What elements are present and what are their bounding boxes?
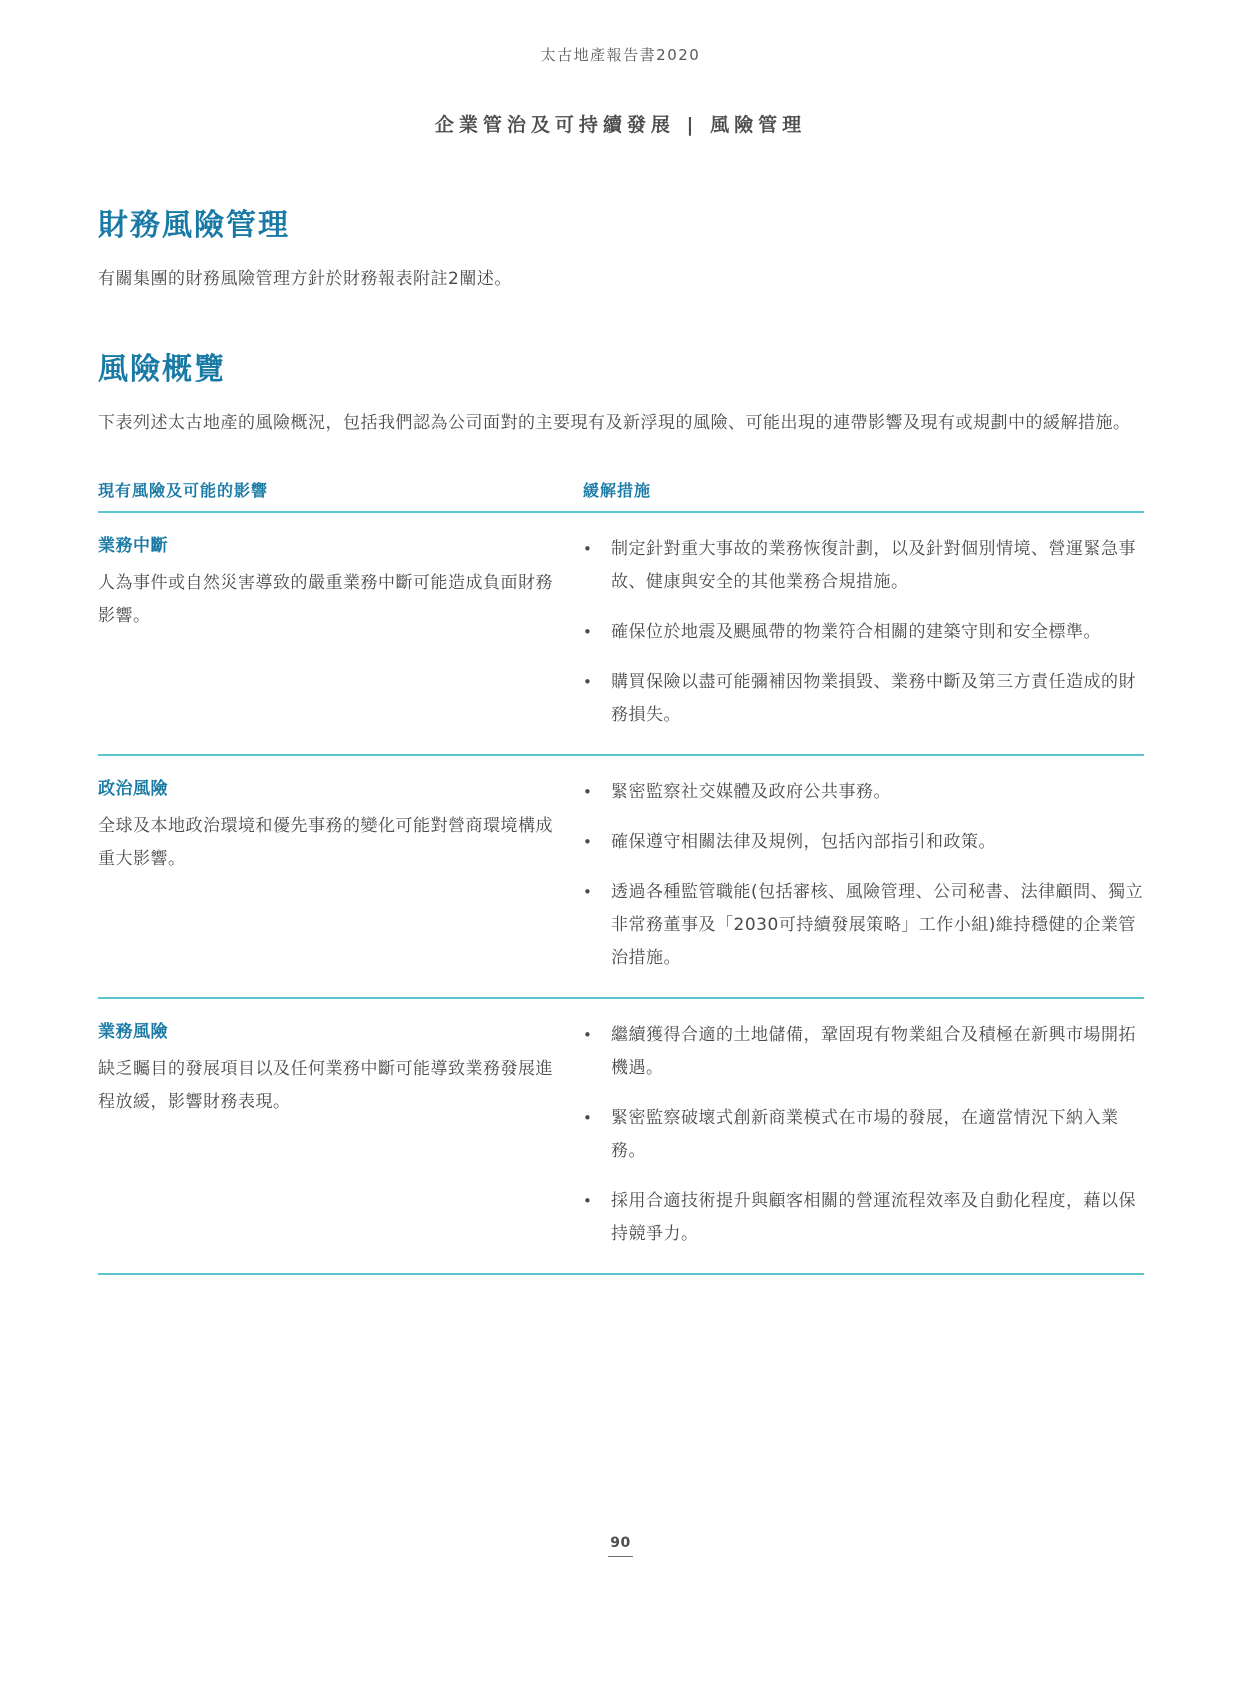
mitigation-text: 確保遵守相關法律及規例，包括內部指引和政策。 (611, 832, 996, 852)
risk-cell (98, 1019, 583, 1251)
page-number-value: 90 (608, 1535, 632, 1557)
list-item (583, 1185, 1144, 1251)
bullet-icon (583, 776, 611, 809)
risk-cell (98, 776, 583, 975)
mitigation-text: 購買保險以盡可能彌補因物業損毀、業務中斷及第三方責任造成的財務損失。 (611, 672, 1136, 725)
mitigation-text: 確保位於地震及颶風帶的物業符合相關的建築守則和安全標準。 (611, 622, 1101, 642)
list-item (583, 776, 1144, 809)
table-row-business-interruption (98, 513, 1144, 756)
list-item (583, 533, 1144, 599)
risk-title: 業務風險 (98, 1022, 168, 1042)
list-item (583, 1102, 1144, 1168)
list-item (583, 1019, 1144, 1085)
risk-table (98, 478, 1144, 1275)
mitigation-cell (583, 776, 1144, 975)
risk-description: 缺乏矚目的發展項目以及任何業務中斷可能導致業務發展進程放緩，影響財務表現。 (98, 1059, 553, 1112)
breadcrumb: 企業管治及可持續發展 | 風險管理 (434, 114, 807, 136)
mitigation-text: 繼續獲得合適的土地儲備，鞏固現有物業組合及積極在新興市場開拓機遇。 (611, 1025, 1136, 1078)
mitigation-cell (583, 533, 1144, 732)
mitigation-text: 制定針對重大事故的業務恢復計劃，以及針對個別情境、營運緊急事故、健康與安全的其他業務合規措施。 (611, 539, 1136, 592)
mitigation-text: 透過各種監管職能(包括審核、風險管理、公司秘書、法律顧問、獨立非常務董事及「2030可持續發展策略」工作小組)維持穩健的企業管治措施。 (611, 882, 1144, 968)
bullet-icon (583, 1102, 611, 1168)
bullet-icon (583, 1185, 611, 1251)
column-header-mitigation: 緩解措施 (583, 481, 652, 500)
mitigation-list (583, 533, 1144, 732)
list-item (583, 666, 1144, 732)
list-item (583, 876, 1144, 975)
report-title: 太古地產報告書2020 (540, 46, 701, 64)
mitigation-text: 採用合適技術提升與顧客相關的營運流程效率及自動化程度，藉以保持競爭力。 (611, 1191, 1136, 1244)
section-title-risk-overview: 風險概覽 (98, 352, 226, 387)
bullet-icon (583, 666, 611, 732)
bullet-icon (583, 826, 611, 859)
mitigation-text: 緊密監察破壞式創新商業模式在市場的發展，在適當情況下納入業務。 (611, 1108, 1119, 1161)
mitigation-list (583, 776, 1144, 975)
mitigation-cell (583, 1019, 1144, 1251)
bullet-icon (583, 876, 611, 975)
risk-title: 業務中斷 (98, 536, 168, 556)
page-number (0, 1532, 1241, 1557)
section-financial-risk-management (98, 200, 1144, 296)
list-item (583, 616, 1144, 649)
section-title-financial-risk: 財務風險管理 (98, 208, 290, 243)
column-header-risk: 現有風險及可能的影響 (98, 481, 269, 500)
bullet-icon (583, 616, 611, 649)
bullet-icon (583, 1019, 611, 1085)
list-item (583, 826, 1144, 859)
page-content (98, 200, 1144, 1275)
risk-description: 全球及本地政治環境和優先事務的變化可能對營商環境構成重大影響。 (98, 816, 553, 869)
table-row-business-risk (98, 999, 1144, 1275)
section-body-financial-risk: 有關集團的財務風險管理方針於財務報表附註2闡述。 (98, 269, 512, 289)
mitigation-list (583, 1019, 1144, 1251)
risk-description: 人為事件或自然災害導致的嚴重業務中斷可能造成負面財務影響。 (98, 573, 553, 626)
mitigation-text: 緊密監察社交媒體及政府公共事務。 (611, 782, 891, 802)
bullet-icon (583, 533, 611, 599)
risk-cell (98, 533, 583, 732)
table-row-political-risk (98, 756, 1144, 999)
section-risk-overview (98, 344, 1144, 440)
risk-table-header (98, 478, 1144, 513)
risk-title: 政治風險 (98, 779, 168, 799)
section-body-risk-overview: 下表列述太古地產的風險概況，包括我們認為公司面對的主要現有及新浮現的風險、可能出現的連帶影響及現有或規劃中的緩解措施。 (98, 413, 1131, 433)
